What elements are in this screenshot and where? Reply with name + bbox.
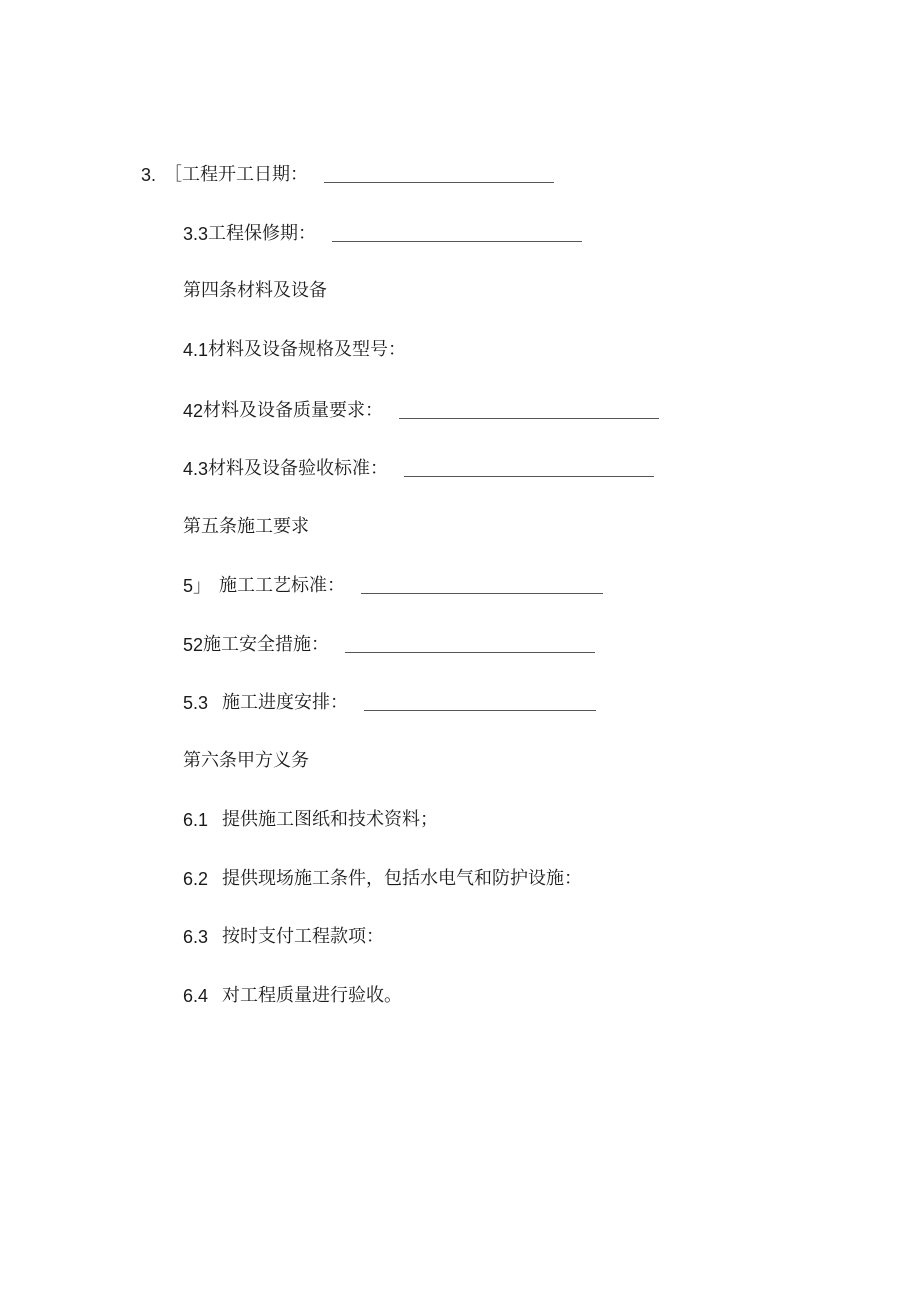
- fill-blank-line[interactable]: [364, 710, 596, 711]
- clause-number: 5.3: [183, 693, 209, 713]
- clause-number: 3.: [141, 165, 157, 185]
- clause-number: 42: [183, 401, 204, 421]
- clause-3-2-start-date: [141, 160, 554, 190]
- fill-blank-line[interactable]: [399, 418, 659, 419]
- clause-number: 3.3: [183, 224, 209, 244]
- clause-5-1: [183, 571, 603, 601]
- clause-4-1: [183, 335, 406, 365]
- article-6-heading: [183, 746, 309, 776]
- clause-6-2: [183, 864, 582, 894]
- clause-number: 4.3: [183, 459, 209, 479]
- clause-number: 4.1: [183, 340, 209, 360]
- clause-number: 52: [183, 635, 204, 655]
- clause-6-1: [183, 805, 438, 835]
- fill-blank-line[interactable]: [404, 476, 654, 477]
- clause-text: 施工工艺标准：: [219, 575, 346, 596]
- article-5-heading: [183, 512, 309, 542]
- clause-4-2: [183, 396, 659, 426]
- fill-blank-line[interactable]: [332, 241, 582, 242]
- clause-6-3: [183, 922, 384, 952]
- clause-text: 对工程质量进行验收。: [222, 985, 403, 1006]
- clause-number: 6.3: [183, 927, 209, 947]
- clause-5-2: [183, 630, 595, 660]
- article-heading: 第六条甲方义务: [183, 750, 309, 771]
- clause-text: 提供施工图纸和技术资料；: [222, 809, 439, 830]
- clause-text: 材料及设备验收标准：: [208, 458, 389, 479]
- article-heading: 第五条施工要求: [183, 516, 309, 537]
- clause-text: 材料及设备规格及型号：: [208, 339, 407, 360]
- clause-text: 按时支付工程款项：: [222, 926, 385, 947]
- clause-5-3: [183, 688, 596, 718]
- article-4-heading: [183, 276, 327, 306]
- clause-text: 工程保修期：: [208, 223, 317, 244]
- clause-number: 6.1: [183, 810, 209, 830]
- clause-text: ［工程开工日期：: [164, 164, 309, 185]
- article-heading: 第四条材料及设备: [183, 280, 327, 301]
- fill-blank-line[interactable]: [361, 593, 603, 594]
- clause-text: 施工安全措施：: [203, 634, 330, 655]
- clause-text: 提供现场施工条件，包括水电气和防护设施：: [222, 868, 583, 889]
- fill-blank-line[interactable]: [324, 182, 554, 183]
- clause-text: 材料及设备质量要求：: [203, 400, 384, 421]
- fill-blank-line[interactable]: [345, 652, 595, 653]
- clause-4-3: [183, 454, 654, 484]
- clause-number: 6.2: [183, 869, 209, 889]
- clause-number: 5」: [183, 576, 212, 596]
- clause-6-4: [183, 981, 402, 1011]
- clause-text: 施工进度安排：: [222, 692, 349, 713]
- clause-3-3-warranty: [183, 219, 582, 249]
- clause-number: 6.4: [183, 986, 209, 1006]
